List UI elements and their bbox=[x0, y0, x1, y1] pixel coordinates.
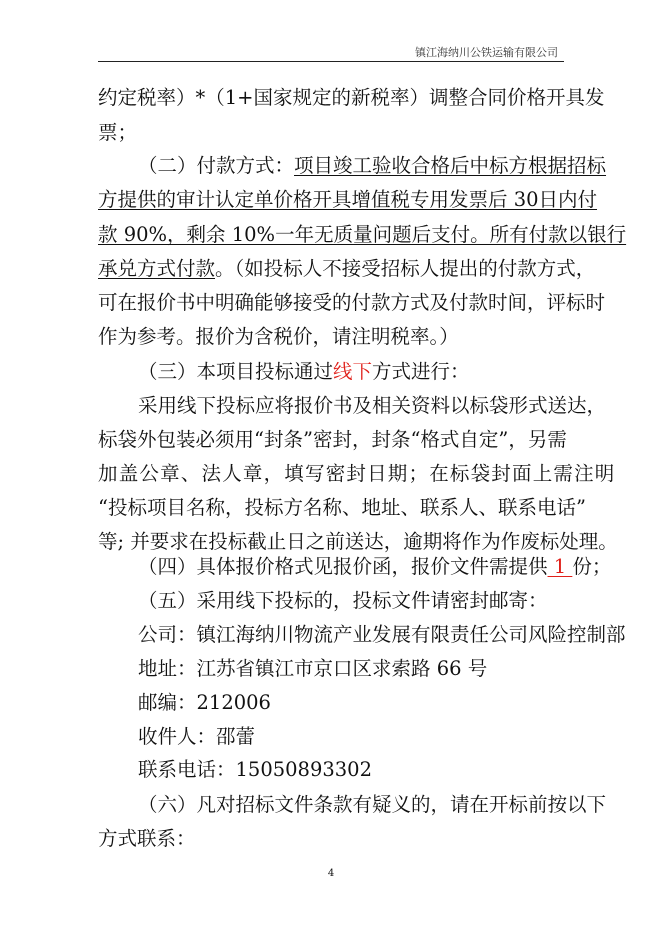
text-line: 方式联系： bbox=[98, 827, 196, 850]
text-span: 份； bbox=[572, 555, 612, 578]
underlined-text: 项目竣工验收合格后中标方根据招标 bbox=[294, 154, 607, 177]
text-span: 方式进行： bbox=[372, 360, 470, 383]
text-span: （四）具体报价格式见报价函，报价文件需提供 bbox=[138, 555, 548, 578]
text-line: 方提供的审计认定单价格开具增值税专用发票后 30日内付 bbox=[98, 188, 598, 211]
page-number: 4 bbox=[327, 868, 335, 879]
text-line bbox=[98, 357, 564, 387]
text-span: （三）本项目投标通过 bbox=[138, 360, 334, 383]
text-line: 票； bbox=[98, 121, 138, 144]
text-line: 等; 并要求在投标截止日之前送达，逾期将作为作废标处理。 bbox=[98, 530, 618, 553]
text-line: 联系电话：15050893302 bbox=[138, 758, 372, 781]
text-line: 地址：江苏省镇江市京口区求索路 66 号 bbox=[138, 657, 488, 680]
text-line: 款 90%，剩余 10%一年无质量问题后支付。所有付款以银行 bbox=[98, 223, 627, 246]
header-rule bbox=[98, 61, 564, 62]
text-line: 收件人：邵蕾 bbox=[138, 725, 256, 748]
text-line: 约定税率）*（1+国家规定的新税率）调整合同价格开具发 bbox=[98, 86, 605, 109]
text-line: （六）凡对招标文件条款有疑义的，请在开标前按以下 bbox=[138, 793, 607, 816]
text-line: 可在报价书中明确能够接受的付款方式及付款时间，评标时 bbox=[98, 291, 606, 314]
highlighted-text: 线下 bbox=[333, 360, 373, 383]
text-line: 作为参考。报价为含税价，请注明税率。） bbox=[98, 325, 459, 348]
text-span: 。（如投标人不接受招标人提出的付款方式， bbox=[215, 257, 596, 280]
running-header: 镇江海纳川公铁运输有限公司 bbox=[415, 46, 558, 59]
text-line: 邮编：212006 bbox=[138, 691, 271, 714]
text-line: 标袋外包装必须用“封条”密封，封条“格式自定”，另需 bbox=[98, 428, 567, 451]
text-line: “投标项目名称，投标方名称、地址、联系人、联系电话” bbox=[98, 496, 586, 519]
underlined-text: 承兑方式付款 bbox=[98, 257, 216, 280]
text-line bbox=[98, 552, 612, 582]
text-line: 加盖公章、法人章，填写密封日期；在标袋封面上需注明 bbox=[98, 462, 616, 485]
text-line: 公司：镇江海纳川物流产业发展有限责任公司风险控制部 bbox=[138, 623, 626, 646]
text-line: （五）采用线下投标的，投标文件请密封邮寄： bbox=[138, 589, 548, 612]
text-line bbox=[98, 254, 596, 284]
clause-label: （二）付款方式： bbox=[138, 154, 295, 177]
copies-count: 1 bbox=[547, 555, 573, 578]
text-line: 采用线下投标应将报价书及相关资料以标袋形式送达， bbox=[138, 394, 607, 417]
text-line bbox=[98, 151, 607, 181]
